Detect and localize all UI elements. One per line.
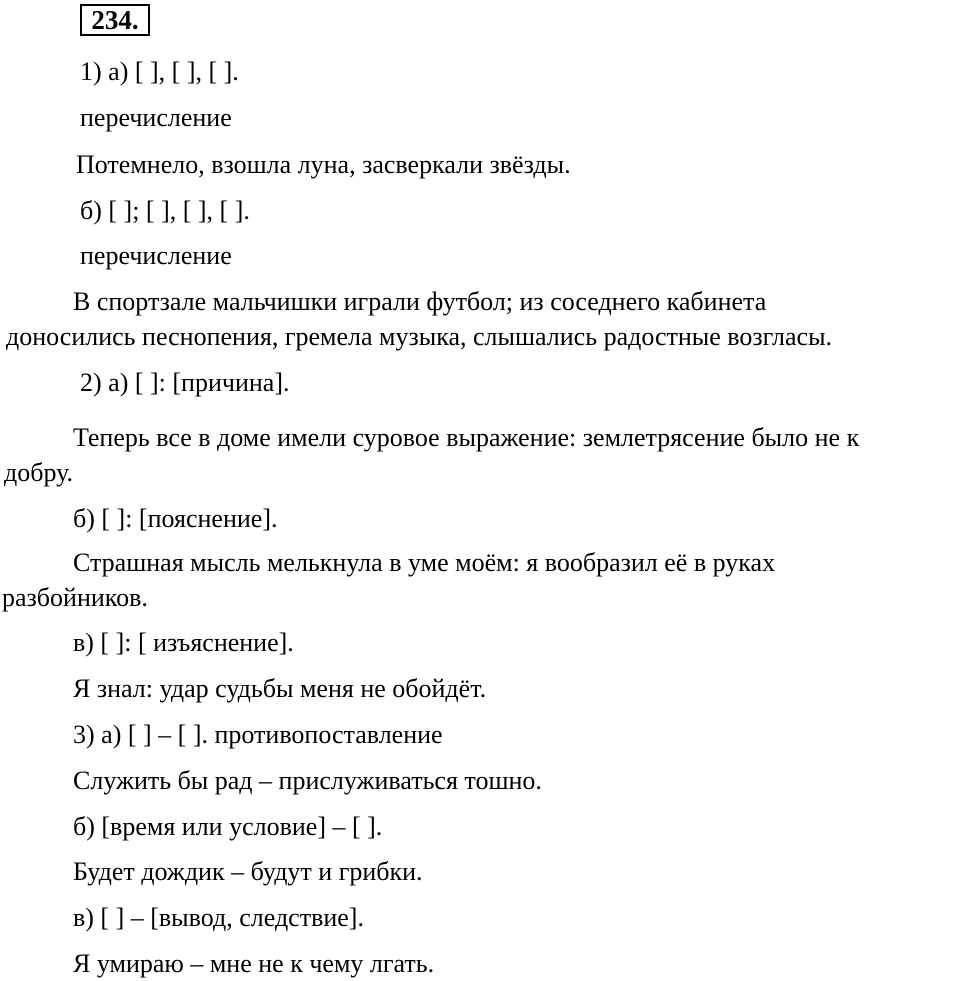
text-line-14: в) [ ]: [ изъяснение].	[73, 628, 294, 657]
text-line-10: добру.	[4, 458, 74, 487]
text-line-16: 3) а) [ ] – [ ]. противопоставление	[73, 720, 443, 749]
text-line-18: б) [время или условие] – [ ].	[73, 812, 383, 841]
text-line-20: в) [ ] – [вывод, следствие].	[73, 903, 364, 932]
text-line-4: б) [ ]; [ ], [ ], [ ].	[80, 196, 250, 225]
text-line-15: Я знал: удар судьбы меня не обойдёт.	[73, 674, 487, 703]
exercise-number: 234.	[80, 4, 150, 36]
text-line-12: Страшная мысль мелькнула в уме моём: я вообразил её в руках	[73, 548, 776, 577]
text-line-7: доносились песнопения, гремела музыка, слышались радостные возгласы.	[6, 322, 833, 351]
text-line-19: Будет дождик – будут и грибки.	[73, 857, 423, 886]
text-line-6: В спортзале мальчишки играли футбол; из соседнего кабинета	[73, 287, 767, 316]
text-line-11: б) [ ]: [пояснение].	[73, 504, 278, 533]
text-line-1: 1) а) [ ], [ ], [ ].	[80, 57, 239, 86]
text-line-9: Теперь все в доме имели суровое выражение: землетрясение было не к	[73, 423, 860, 452]
text-line-2: перечисление	[80, 103, 232, 132]
text-line-17: Служить бы рад – прислуживаться тошно.	[73, 766, 542, 795]
text-line-5: перечисление	[80, 241, 232, 270]
text-line-21: Я умираю – мне не к чему лгать.	[73, 949, 435, 978]
text-line-3: Потемнело, взошла луна, засверкали звёзды.	[76, 150, 571, 179]
text-line-8: 2) а) [ ]: [причина].	[80, 368, 290, 397]
text-line-13: разбойников.	[2, 583, 148, 612]
